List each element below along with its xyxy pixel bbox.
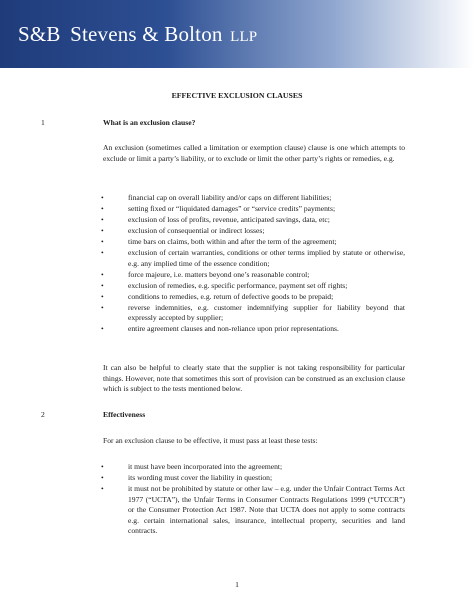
- bullet-glyph: •: [101, 226, 104, 235]
- page-number: 1: [235, 580, 239, 589]
- section-2-bullet-list: [103, 462, 405, 537]
- section-2-heading: Effectiveness: [103, 410, 146, 419]
- bullet-item: [103, 292, 405, 303]
- section-1-number: 1: [41, 118, 45, 127]
- bullet-text: reverse indemnities, e.g. customer indemnifying supplier for liability beyond that expressly accepted by supplier;: [128, 302, 405, 322]
- bullet-glyph: •: [101, 237, 104, 246]
- firm-suffix: LLP: [230, 29, 258, 45]
- bullet-item: [103, 226, 405, 237]
- bullet-item: [103, 204, 405, 215]
- section-1-bullet-list: [103, 193, 405, 335]
- bullet-text: exclusion of certain warranties, conditions or other terms implied by statute or otherwise, e.g. any implied time of the essence condition;: [128, 248, 405, 268]
- bullet-glyph: •: [101, 269, 104, 279]
- bullet-item: [103, 462, 405, 473]
- bullet-glyph: •: [101, 462, 104, 471]
- bullet-glyph: •: [101, 484, 104, 493]
- bullet-text: exclusion of consequential or indirect losses;: [128, 226, 265, 235]
- bullet-item: [103, 281, 405, 292]
- bullet-glyph: •: [101, 302, 104, 312]
- document-title: EFFECTIVE EXCLUSION CLAUSES: [171, 91, 303, 100]
- bullet-glyph: •: [101, 473, 104, 482]
- bullet-item: [103, 324, 405, 335]
- bullet-item: [103, 270, 405, 281]
- bullet-item: [103, 473, 405, 484]
- bullet-text: entire agreement clauses and non-reliance upon prior representations.: [128, 324, 339, 333]
- bullet-text: exclusion of loss of profits, revenue, anticipated savings, data, etc;: [128, 215, 330, 224]
- bullet-text: its wording must cover the liability in question;: [128, 473, 273, 482]
- firm-name: Stevens & Bolton: [70, 22, 223, 46]
- bullet-text: time bars on claims, both within and after the term of the agreement;: [128, 237, 337, 246]
- bullet-text: it must have been incorporated into the agreement;: [128, 462, 283, 471]
- bullet-glyph: •: [101, 248, 104, 257]
- section-1-intro: An exclusion (sometimes called a limitation or exemption clause) clause is one which attempts to exclude or limit a party’s liability, or to exclude or limit the other party’s rights or remedies, e.g.: [103, 143, 405, 163]
- bullet-text: force majeure, i.e. matters beyond one’s reasonable control;: [128, 269, 310, 279]
- bullet-glyph: •: [101, 204, 104, 213]
- bullet-item: [103, 303, 405, 324]
- section-2-number: 2: [41, 410, 45, 419]
- bullet-glyph: •: [101, 291, 104, 301]
- logo-mark: S&B: [18, 22, 61, 46]
- bullet-item: [103, 193, 405, 204]
- bullet-item: [103, 215, 405, 226]
- section-2-intro: For an exclusion clause to be effective, it must pass at least these tests:: [103, 436, 318, 445]
- bullet-text: financial cap on overall liability and/or caps on different liabilities;: [128, 193, 332, 202]
- section-1-closing: It can also be helpful to clearly state that the supplier is not taking responsibility for particular things. However, note that sometimes this sort of provision can be construed as an exclusion clause which is subject to the tests mentioned below.: [103, 363, 405, 393]
- bullet-text: setting fixed or “liquidated damages” or “service credits” payments;: [128, 204, 336, 213]
- bullet-glyph: •: [101, 280, 104, 290]
- bullet-glyph: •: [101, 215, 104, 224]
- bullet-text: it must not be prohibited by statute or other law – e.g. under the Unfair Contract Terms Act 1977 (“UCTA”), the Unfair Terms in Consumer Contracts Regulations 1999 (“UTCCR”) or the Consumer Protection Act 1987. Note that UCTA does not apply to some contracts e.g. certain international sales, insurance, intellectual property, securities and land contracts.: [128, 484, 405, 535]
- bullet-glyph: •: [101, 193, 104, 202]
- bullet-item: [103, 484, 405, 537]
- bullet-text: exclusion of remedies, e.g. specific performance, payment set off rights;: [128, 280, 348, 290]
- bullet-text: conditions to remedies, e.g. return of defective goods to be prepaid;: [128, 291, 334, 301]
- bullet-item: [103, 237, 405, 248]
- bullet-glyph: •: [101, 324, 104, 333]
- bullet-item: [103, 248, 405, 269]
- section-1-heading: What is an exclusion clause?: [103, 118, 196, 127]
